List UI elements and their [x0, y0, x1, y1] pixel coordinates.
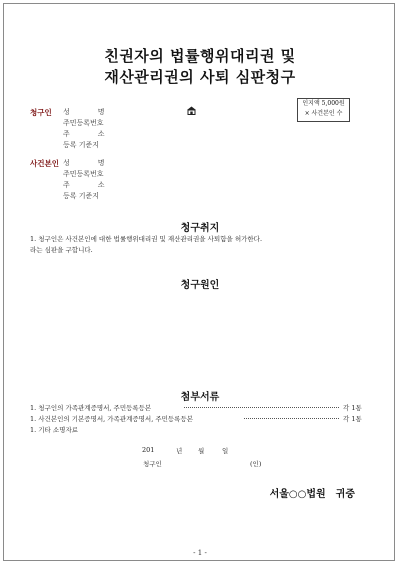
document-title-line1: 친권자의 법률행위대리권 및 [104, 47, 296, 65]
attachment-item-count: 각 1통 [343, 415, 362, 423]
subject-id-field[interactable]: 주민등록번호 [63, 170, 104, 178]
purpose-heading: 청구취지 [180, 223, 220, 234]
court-recipient: 서울○○법원 귀중 [269, 489, 355, 500]
purpose-text-line1: 1. 청구인은 사건본인에 대한 법률행위대리권 및 재산관리권을 사퇴함을 허가한다. [30, 235, 263, 243]
claimant-registry-field[interactable]: 등록 기준지 [63, 141, 100, 149]
subject-label: 사건본인 [30, 159, 59, 168]
document-title-line2: 재산관리권의 사퇴 심판청구 [104, 68, 296, 86]
leader-dots [184, 407, 339, 408]
stamp-fee-box [297, 98, 350, 122]
date-month-unit: 월 [198, 447, 205, 455]
date-year-unit: 년 [176, 447, 183, 455]
claimant-id-field[interactable]: 주민등록번호 [63, 119, 104, 127]
attachment-item-text: 1. 사건본인의 기본증명서, 가족관계증명서, 주민등록등본 [30, 415, 194, 423]
signature-seal-mark[interactable]: (인) [250, 460, 262, 468]
subject-registry-field[interactable]: 등록 기준지 [63, 192, 100, 200]
subject-name-field[interactable]: 성 명 [63, 159, 105, 167]
attachment-item [30, 414, 193, 423]
page-number: - 1 - [193, 549, 207, 557]
date-day-unit: 일 [222, 447, 229, 455]
date-year[interactable]: 201 [142, 446, 155, 454]
attachment-item-text: 1. 기타 소명자료 [30, 426, 79, 434]
stamp-fee-amount: 인지액 5,000원 [302, 100, 345, 107]
claimant-address-field[interactable]: 주 소 [63, 130, 105, 138]
attachments-heading: 첨부서류 [180, 392, 220, 403]
attachment-item [30, 403, 151, 412]
claimant-label: 청구인 [30, 108, 52, 117]
cause-heading: 청구원인 [180, 280, 220, 291]
claimant-name-field[interactable]: 성 명 [63, 108, 105, 116]
attachment-item [30, 425, 78, 434]
attachment-item-text: 1. 청구인의 가족관계증명서, 주민등록등본 [30, 404, 152, 412]
house-seal-icon [186, 106, 197, 115]
leader-dots [244, 418, 339, 419]
stamp-fee-multiplier: × 사건본인 수 [304, 110, 343, 117]
attachment-item-count: 각 1통 [343, 404, 362, 412]
subject-address-field[interactable]: 주 소 [63, 181, 105, 189]
purpose-text-line2: 라는 심판을 구합니다. [30, 246, 93, 254]
signature-label: 청구인 [143, 460, 162, 468]
